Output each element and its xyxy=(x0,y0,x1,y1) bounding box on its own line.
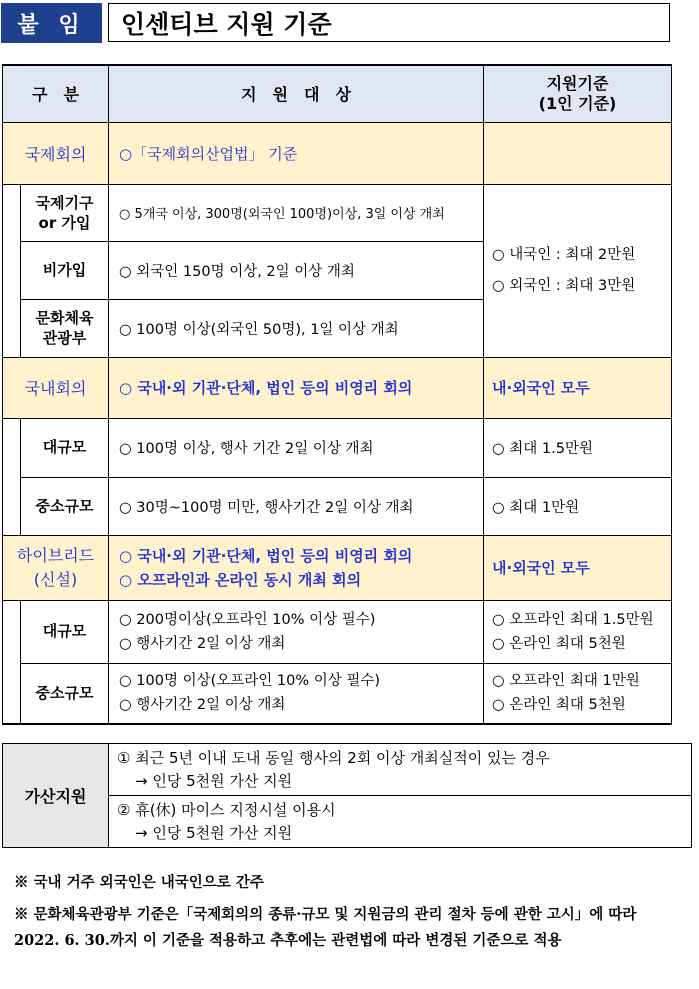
header-category: 구 분 xyxy=(3,65,109,122)
row-label xyxy=(21,184,109,241)
table-row xyxy=(3,663,672,724)
row-target: ○ 외국인 150명 이상, 2일 이상 개최 xyxy=(109,241,484,299)
row-target xyxy=(109,663,484,724)
row-target: ○ 100명 이상(외국인 50명), 1일 이상 개최 xyxy=(109,299,484,357)
table-row xyxy=(3,418,672,477)
hybrid-label xyxy=(3,535,109,600)
standard-foreign: ○ 외국인 : 최대 3만원 xyxy=(492,277,636,294)
row-label-line1: 국제기구 xyxy=(35,193,94,212)
note-item: ※ 문화체육관광부 기준은「국제회의의 종류·규모 및 지원금의 관리 절차 등에 관한 고시」에 따라 2022. 6. 30.까지 이 기준을 적용하고 추후에는 관련법에 따라 변경된 기준으로 적용 xyxy=(14,906,637,949)
table-header-row xyxy=(3,65,672,122)
row-label-line2: 관광부 xyxy=(42,329,87,347)
additional-support-item xyxy=(109,744,692,796)
row-target-line2: ○ 행사기간 2일 이상 개최 xyxy=(119,697,286,714)
row-label: 비가입 xyxy=(21,241,109,299)
row-standard: ○ 최대 1만원 xyxy=(484,477,672,535)
international-target: ○「국제회의산업법」 기준 xyxy=(109,122,484,184)
indent-cell xyxy=(3,600,21,724)
indent-cell xyxy=(3,418,21,535)
additional-support-item xyxy=(109,796,692,848)
international-standard-empty xyxy=(484,122,672,184)
row-standard xyxy=(484,663,672,724)
incentive-table xyxy=(2,64,672,725)
table-row xyxy=(3,600,672,663)
header-standard xyxy=(484,65,672,122)
row-label: 중소규모 xyxy=(21,663,109,724)
row-target: ○ 100명 이상, 행사 기간 2일 이상 개최 xyxy=(109,418,484,477)
row-label xyxy=(21,299,109,357)
domestic-standard: 내·외국인 모두 xyxy=(484,357,672,418)
additional-support-label: 가산지원 xyxy=(3,744,109,848)
row-standard: ○ 최대 1.5만원 xyxy=(484,418,672,477)
row-target-line1: ○ 200명이상(오프라인 10% 이상 필수) xyxy=(119,611,376,628)
table-row xyxy=(3,184,672,241)
row-label: 중소규모 xyxy=(21,477,109,535)
additional-support-item-line2: → 인당 5천원 가산 지원 xyxy=(135,771,293,790)
indent-cell xyxy=(3,184,21,357)
international-section-row xyxy=(3,122,672,184)
row-label-line1: 문화체육 xyxy=(35,309,94,327)
additional-support-item-line1: ② 휴(休) 마이스 지정시설 이용시 xyxy=(117,800,336,819)
row-label: 대규모 xyxy=(21,418,109,477)
international-label: 국제회의 xyxy=(3,122,109,184)
row-standard-line1: ○ 오프라인 최대 1.5만원 xyxy=(492,611,654,628)
hybrid-label-line1: 하이브리드 xyxy=(16,545,95,565)
row-target: ○ 30명~100명 미만, 행사기간 2일 이상 개최 xyxy=(109,477,484,535)
row-standard-line1: ○ 오프라인 최대 1만원 xyxy=(492,673,640,690)
table-row xyxy=(3,477,672,535)
additional-support-item-line2: → 인당 5천원 가산 지원 xyxy=(135,823,293,842)
note-item: ※ 국내 거주 외국인은 내국인으로 간주 xyxy=(14,874,264,891)
domestic-target: ○ 국내·외 기관·단체, 법인 등의 비영리 회의 xyxy=(109,357,484,418)
row-target: ○ 5개국 이상, 300명(외국인 100명)이상, 3일 이상 개최 xyxy=(109,184,484,241)
page-title: 인센티브 지원 기준 xyxy=(108,3,670,42)
notes xyxy=(14,870,674,960)
additional-support-item-line1: ① 최근 5년 이내 도내 동일 행사의 2회 이상 개최실적이 있는 경우 xyxy=(117,748,550,767)
table-row xyxy=(3,744,692,796)
header-standard-line2: (1인 기준) xyxy=(538,93,617,113)
hybrid-target xyxy=(109,535,484,600)
row-target-line2: ○ 행사기간 2일 이상 개최 xyxy=(119,635,286,652)
header-standard-line1: 지원기준 xyxy=(546,73,609,93)
hybrid-label-line2: (신설) xyxy=(33,569,78,589)
domestic-label: 국내회의 xyxy=(3,357,109,418)
international-standard xyxy=(484,184,672,357)
row-standard xyxy=(484,600,672,663)
row-target-line1: ○ 100명 이상(오프라인 10% 이상 필수) xyxy=(119,673,381,690)
header-target: 지 원 대 상 xyxy=(109,65,484,122)
row-label-line2: or 가입 xyxy=(38,213,91,232)
hybrid-standard: 내·외국인 모두 xyxy=(484,535,672,600)
hybrid-target-line1: ○ 국내·외 기관·단체, 법인 등의 비영리 회의 xyxy=(119,546,413,565)
hybrid-target-line2: ○ 오프라인과 온라인 동시 개최 회의 xyxy=(119,570,362,589)
row-standard-line2: ○ 온라인 최대 5천원 xyxy=(492,635,626,652)
row-standard-line2: ○ 온라인 최대 5천원 xyxy=(492,697,626,714)
standard-domestic: ○ 내국인 : 최대 2만원 xyxy=(492,246,636,263)
row-label: 대규모 xyxy=(21,600,109,663)
additional-support-table xyxy=(2,743,692,848)
attachment-badge: 붙 임 xyxy=(1,3,102,43)
domestic-section-row xyxy=(3,357,672,418)
hybrid-section-row xyxy=(3,535,672,600)
row-target xyxy=(109,600,484,663)
page-header xyxy=(1,3,671,44)
